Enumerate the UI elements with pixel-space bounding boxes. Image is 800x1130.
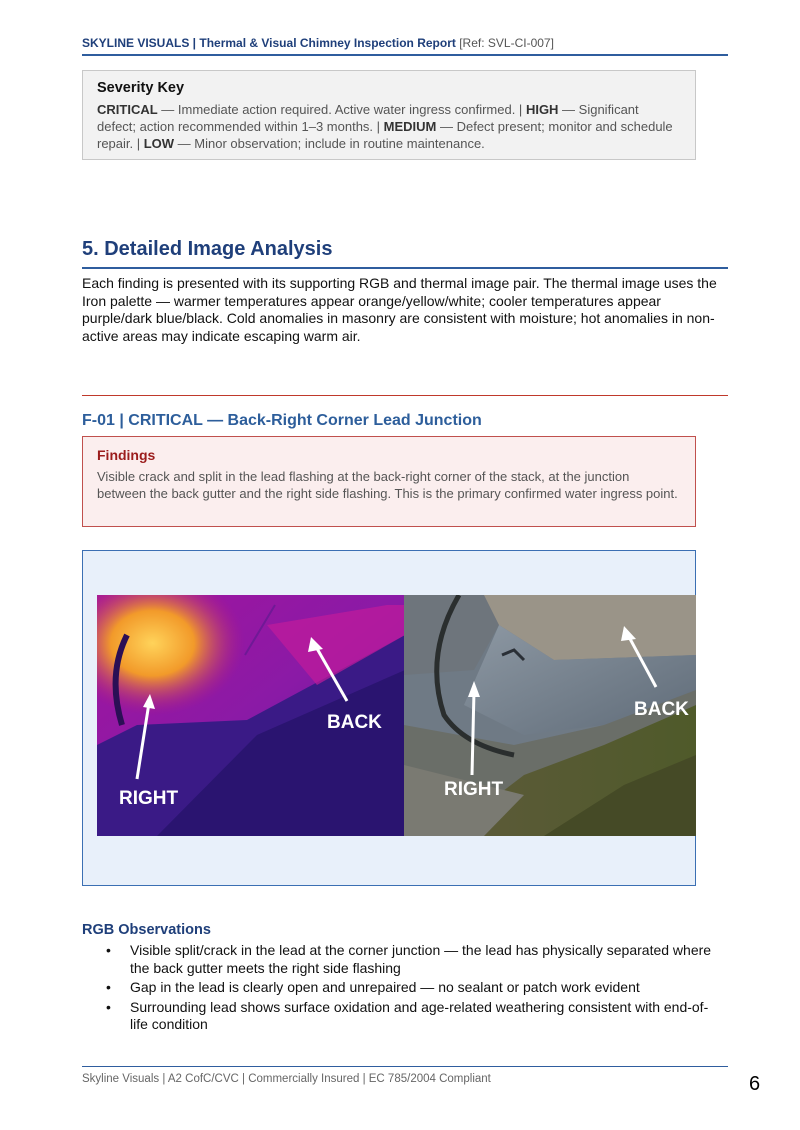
severity-high-text: — Significant defect; action recommended within 1–3 months. |: [97, 102, 639, 134]
severity-critical-text: — Immediate action required. Active water ingress confirmed. |: [157, 102, 526, 117]
bullet-icon: •: [106, 979, 111, 995]
section-intro: Each finding is presented with its supporting RGB and thermal image pair. The thermal image uses the Iron palette — warmer temperatures appear orange/yellow/white; cooler temperatures appear purple/dark blue/black. Cold anomalies in masonry are consistent with moisture; hot anomalies in non-active areas may indicate escaping warm air.: [82, 275, 717, 344]
findings-box: [82, 436, 696, 527]
severity-low-text: — Minor observation; include in routine maintenance.: [174, 136, 485, 151]
report-header: [82, 36, 728, 50]
severity-medium-label: MEDIUM: [383, 119, 437, 134]
severity-key-title: Severity Key: [97, 80, 185, 96]
section-title: 5. Detailed Image Analysis: [82, 238, 333, 260]
rgb-observations-title: RGB Observations: [82, 922, 211, 938]
thermal-image: [97, 595, 405, 836]
thermal-right-label: RIGHT: [119, 788, 179, 809]
footer-text: Skyline Visuals | A2 CofC/CVC | Commercially Insured | EC 785/2004 Compliant: [82, 1073, 491, 1085]
severity-high-label: HIGH: [525, 102, 559, 117]
finding-title: F-01 | CRITICAL — Back-Right Corner Lead Junction: [82, 412, 482, 429]
observation-text: Surrounding lead shows surface oxidation and age-related weathering consistent with end-of-life condition: [130, 998, 709, 1032]
observation-text: Visible split/crack in the lead at the corner junction — the lead has physically separated where the back gutter meets the right side flashing: [130, 942, 712, 976]
image-pair-frame: [82, 550, 696, 886]
severity-key-text: [97, 101, 681, 152]
report-title: SKYLINE VISUALS | Thermal & Visual Chimney Inspection Report: [82, 36, 456, 50]
severity-low-label: LOW: [143, 136, 175, 151]
severity-medium-text: — Defect present; monitor and schedule repair. |: [97, 119, 673, 151]
finding-divider: [82, 395, 728, 396]
rgb-observations-list: [82, 942, 722, 1036]
findings-box-text: Visible crack and split in the lead flashing at the back-right corner of the stack, at the junction between the back gutter and the right side flashing. This is the primary confirmed water ingress point.: [97, 469, 678, 501]
list-item: [82, 942, 722, 977]
report-ref: [Ref: SVL-CI-007]: [459, 36, 554, 50]
severity-critical-label: CRITICAL: [97, 102, 158, 117]
rgb-right-label: RIGHT: [444, 779, 504, 800]
bullet-icon: •: [106, 998, 111, 1015]
page-number: 6: [749, 1073, 761, 1095]
list-item: [82, 979, 722, 997]
header-divider: [82, 54, 728, 56]
rgb-back-label: BACK: [634, 699, 689, 720]
list-item: [82, 999, 722, 1034]
footer-divider: [82, 1066, 728, 1067]
thermal-back-label: BACK: [327, 712, 382, 733]
observation-text: Gap in the lead is clearly open and unrepaired — no sealant or patch work evident: [130, 979, 640, 995]
severity-key-box: [82, 70, 696, 160]
rgb-image: [404, 595, 696, 836]
bullet-icon: •: [106, 942, 111, 958]
section-divider: [82, 267, 728, 269]
findings-box-title: Findings: [97, 447, 156, 463]
